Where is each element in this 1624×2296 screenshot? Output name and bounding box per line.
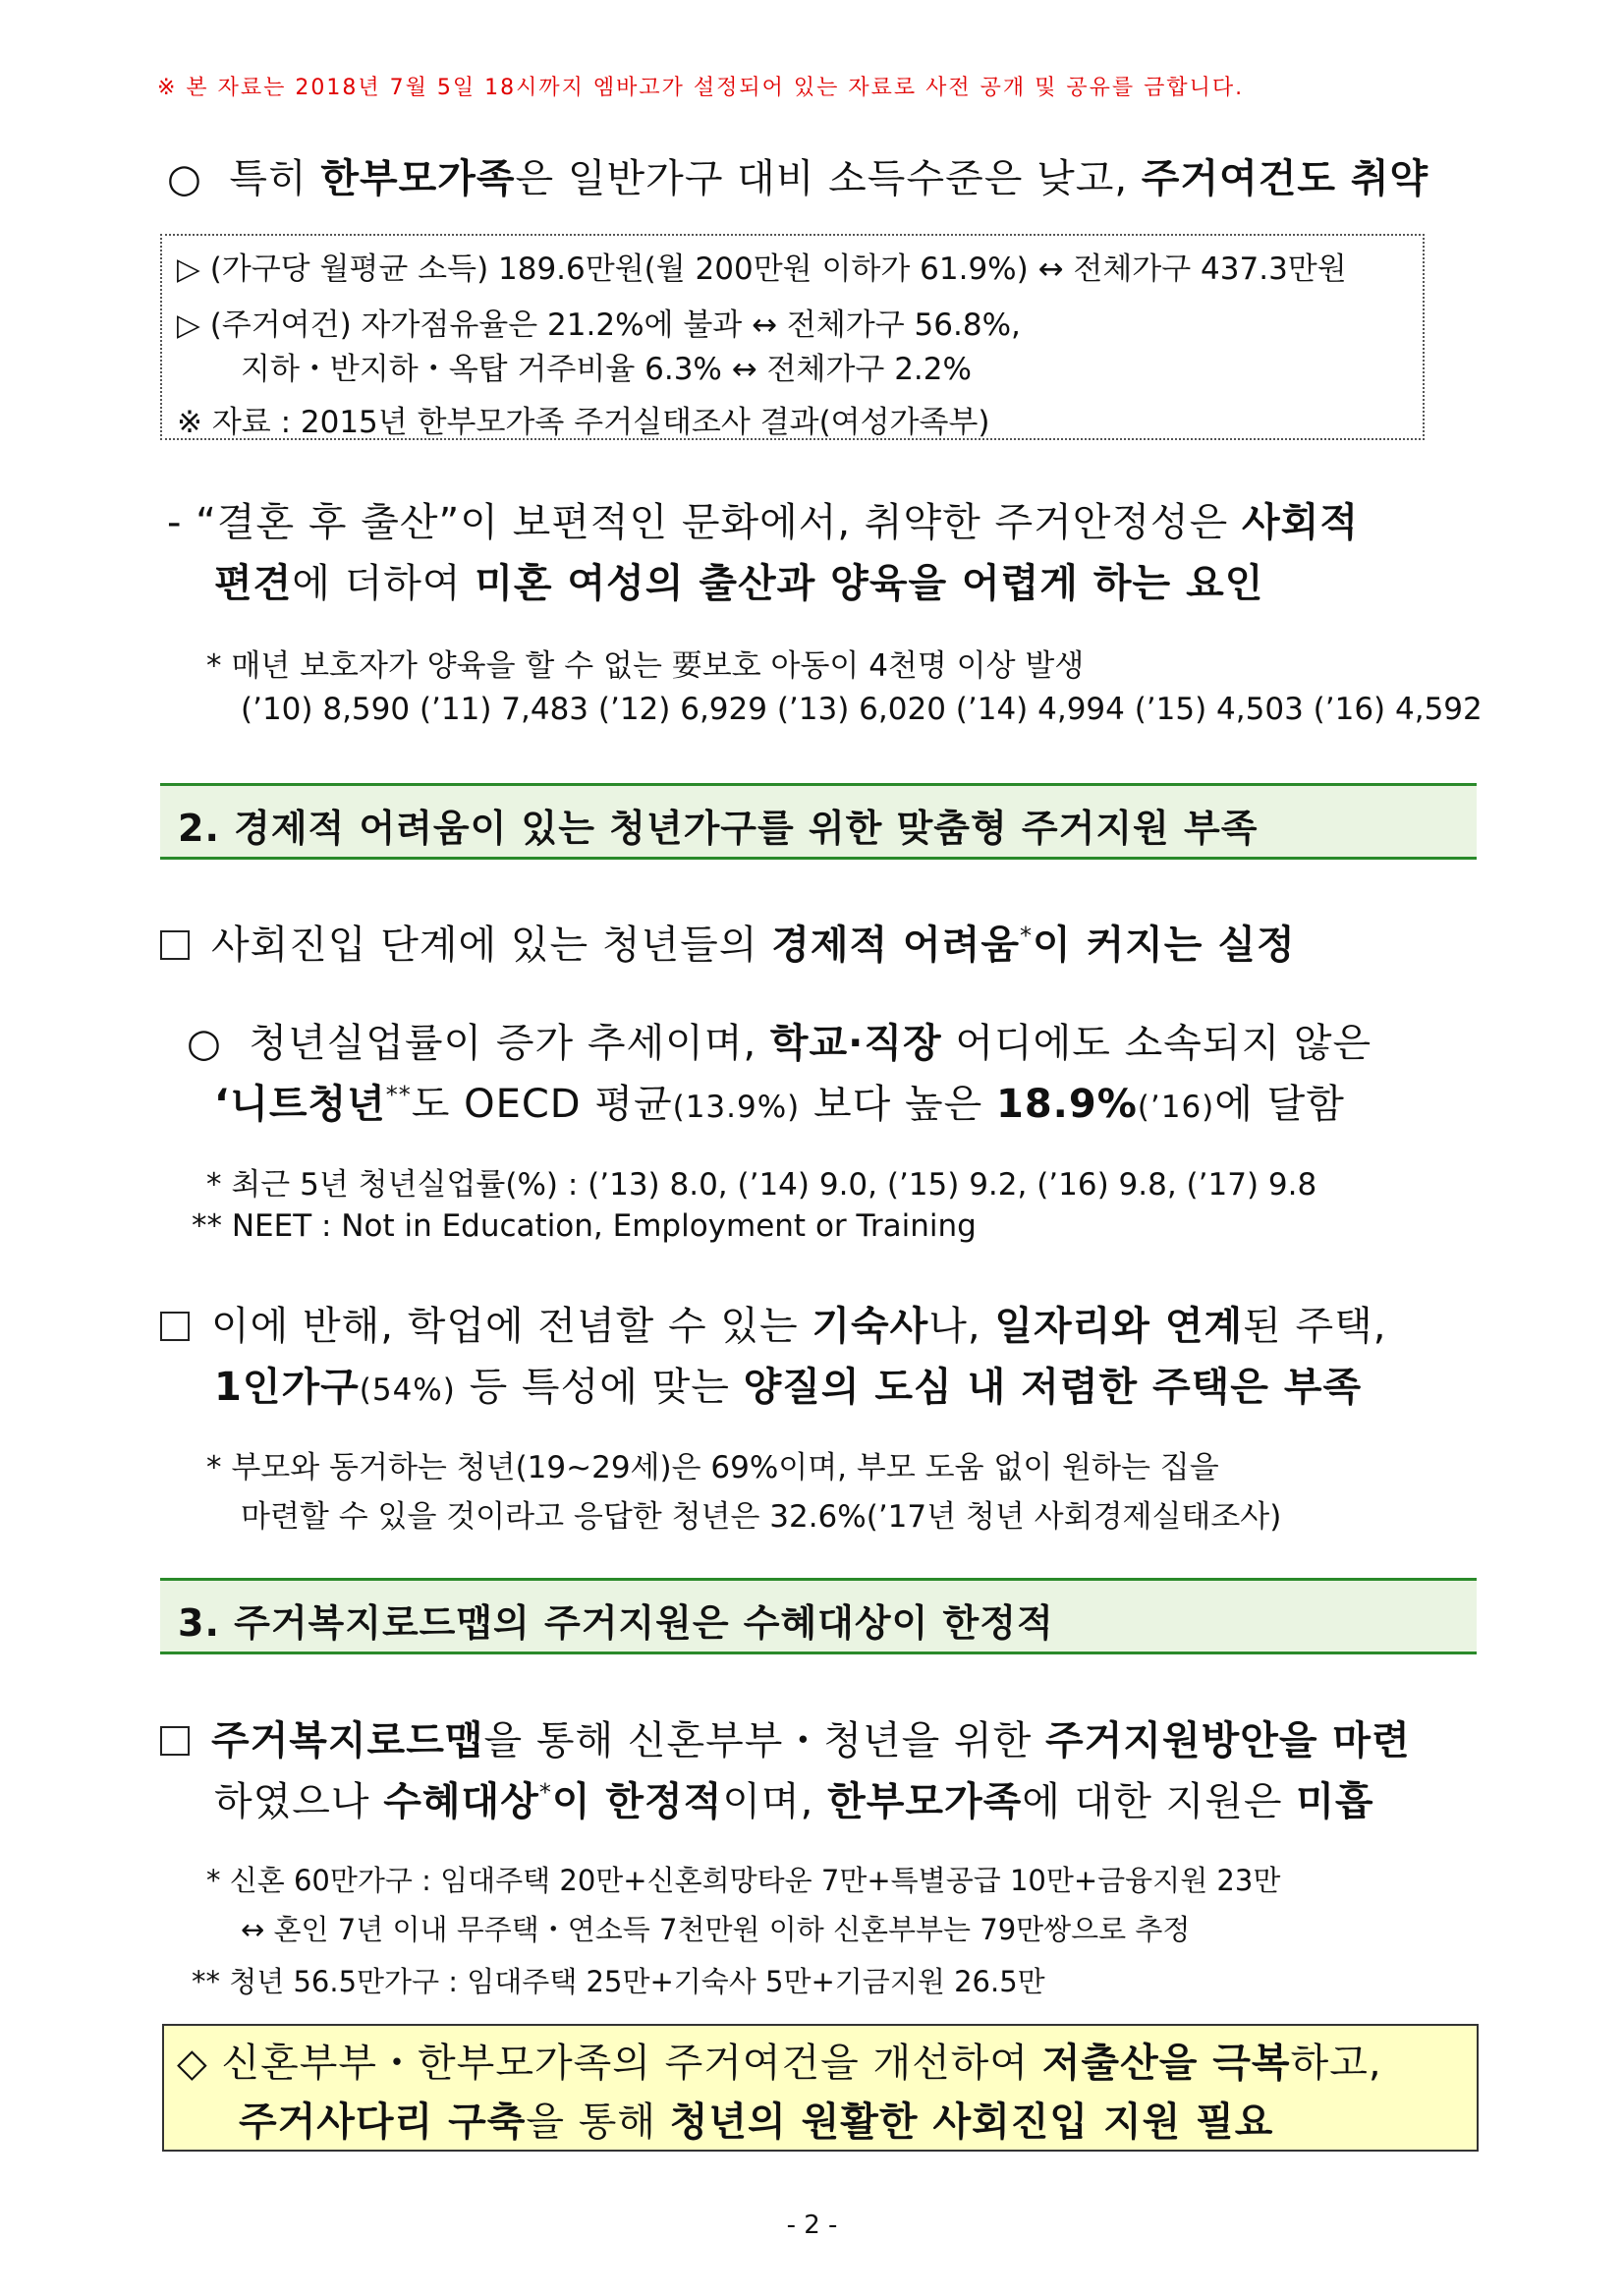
text: 을 통해: [526, 2100, 670, 2145]
emphasis: 주거지원방안을 마련: [1045, 1718, 1411, 1764]
page-number: - 2 -: [786, 2211, 838, 2240]
text: 등 특성에 맞는: [455, 1365, 744, 1410]
square-bullet: [160, 1726, 190, 1756]
note-cohabit-line1: * 부모와 동거하는 청년(19∼29세)은 69%이며, 부모 도움 없이 원하는 집을: [206, 1450, 1219, 1485]
text: 청년실업률이 증가 추세이며,: [249, 1021, 770, 1066]
text: 된 주택,: [1243, 1304, 1387, 1349]
footnote-mark: *: [1019, 922, 1033, 950]
square-bullet: [160, 930, 190, 960]
emphasis: 미혼 여성의 출산과 양육을 어렵게 하는 요인: [475, 561, 1264, 606]
emphasis: 학교·직장: [769, 1021, 942, 1066]
emphasis: 18.9%: [996, 1082, 1138, 1127]
embargo-notice: ※ 본 자료는 2018년 7월 5일 18시까지 엠바고가 설정되어 있는 자료로 사전 공개 및 공유를 금합니다.: [157, 76, 1245, 100]
square-bullet: [160, 1312, 190, 1341]
emphasis: ‘니트청년: [214, 1082, 386, 1127]
emphasis: 경제적 어려움: [771, 923, 1020, 968]
emphasis: 1인가구: [214, 1365, 360, 1410]
text: 을 통해 신혼부부・청년을 위한: [483, 1718, 1046, 1764]
text: 에 더하여: [292, 561, 476, 606]
footnote-mark: *: [538, 1778, 552, 1807]
single-parent-paragraph: [167, 147, 1428, 203]
text: 특히: [229, 156, 321, 201]
emphasis: 이 커지는 실정: [1032, 923, 1296, 968]
conclusion-line1: [177, 2032, 1382, 2088]
housing-shortage-line1: [160, 1295, 1386, 1351]
emphasis: 저출산을 극복: [1041, 2041, 1291, 2086]
text: 하고,: [1290, 2041, 1382, 2086]
emphasis: 편견: [214, 561, 293, 606]
text: - “결혼 후 출산”이 보편적인 문화에서, 취약한 주거안정성은: [167, 500, 1243, 545]
text: (’16): [1137, 1090, 1215, 1125]
emphasis: 주거여건도 취약: [1141, 156, 1429, 201]
text: 에 대한 지원은: [1022, 1779, 1297, 1824]
text: 은 일반가구 대비 소득수준은 낮고,: [515, 156, 1142, 201]
roadmap-paragraph-line2: [214, 1770, 1374, 1826]
text: 이며,: [722, 1779, 828, 1824]
text: (13.9%): [672, 1090, 801, 1125]
circle-bullet: ○: [167, 156, 202, 201]
emphasis: 사회적: [1242, 500, 1359, 545]
roadmap-paragraph-line1: [160, 1709, 1411, 1765]
note-cohabit-line2: 마련할 수 있을 것이라고 응답한 청년은 32.6%(’17년 청년 사회경제실태조사): [241, 1499, 1282, 1535]
emphasis: 일자리와 연계: [994, 1304, 1244, 1349]
section-header-3: [160, 1578, 1477, 1654]
emphasis: 한부모가족: [827, 1779, 1023, 1824]
marriage-paragraph-line1: [167, 491, 1359, 547]
text: 도 OECD 평균: [411, 1082, 673, 1127]
box-line-housing: ▷ (주거여건) 자가점유율은 21.2%에 불과 ↔ 전체가구 56.8%,: [177, 308, 1021, 343]
note-child-protection-data: (’10) 8,590 (’11) 7,483 (’12) 6,929 (’13) 6,020 (’14) 4,994 (’15) 4,503 (’16) 4,592: [241, 692, 1483, 727]
note-newlywed-line1: * 신혼 60만가구 : 임대주택 20만+신혼희망타운 7만+특별공급 10만+금융지원 23만: [206, 1864, 1281, 1897]
section-title: 3. 주거복지로드맵의 주거지원은 수혜대상이 한정적: [178, 1601, 1054, 1645]
marriage-paragraph-line2: [214, 552, 1263, 608]
text: 사회진입 단계에 있는 청년들의: [211, 923, 772, 968]
section-header-2: [160, 783, 1477, 860]
emphasis: 주거사다리 구축: [239, 2100, 527, 2145]
housing-shortage-line2: [214, 1356, 1362, 1412]
box-line-basement: 지하・반지하・옥탑 거주비율 6.3% ↔ 전체가구 2.2%: [241, 352, 972, 387]
emphasis: 양질의 도심 내 저렴한 주택은 부족: [743, 1365, 1363, 1410]
text: 하였으나: [214, 1779, 384, 1824]
emphasis: 한부모가족: [320, 156, 516, 201]
emphasis: 기숙사: [812, 1304, 929, 1349]
emphasis: 주거복지로드맵: [211, 1718, 484, 1764]
box-line-income: ▷ (가구당 월평균 소득) 189.6만원(월 200만원 이하가 61.9%) ↔ 전체가구 437.3만원: [177, 252, 1347, 287]
youth-hardship-paragraph: [160, 914, 1296, 970]
emphasis: 이 한정적: [551, 1779, 723, 1824]
emphasis: 청년의 원활한 사회진입 지원 필요: [669, 2100, 1274, 2145]
emphasis: 수혜대상: [383, 1779, 539, 1824]
emphasis: 미흡: [1296, 1779, 1374, 1824]
footnote-mark: **: [385, 1081, 412, 1109]
text: 보다 높은: [800, 1082, 996, 1127]
note-child-protection: * 매년 보호자가 양육을 할 수 없는 要보호 아동이 4천명 이상 발생: [206, 648, 1085, 684]
box-line-source: ※ 자료 : 2015년 한부모가족 주거실태조사 결과(여성가족부): [177, 405, 990, 440]
section-title: 2. 경제적 어려움이 있는 청년가구를 위한 맞춤형 주거지원 부족: [178, 807, 1259, 850]
conclusion-line2: [239, 2091, 1273, 2147]
neet-paragraph-line2: [214, 1073, 1345, 1129]
note-neet-definition: ** NEET : Not in Education, Employment or Training: [192, 1208, 977, 1244]
note-youth-households: ** 청년 56.5만가구 : 임대주택 25만+기숙사 5만+기금지원 26.5만: [192, 1965, 1045, 1998]
text: 나,: [928, 1304, 995, 1349]
text: 에 달함: [1214, 1082, 1345, 1127]
diamond-bullet: ◇: [177, 2041, 208, 2086]
text: 어디에도 소속되지 않은: [941, 1021, 1372, 1066]
note-newlywed-line2: ↔ 혼인 7년 이내 무주택・연소득 7천만원 이하 신혼부부는 79만쌍으로 추정: [241, 1913, 1191, 1946]
text: 이에 반해, 학업에 전념할 수 있는: [211, 1304, 812, 1349]
circle-bullet: ○: [187, 1021, 222, 1066]
note-unemployment: * 최근 5년 청년실업률(%) : (’13) 8.0, (’14) 9.0, (’15) 9.2, (’16) 9.8, (’17) 9.8: [206, 1167, 1317, 1203]
text: 신혼부부・한부모가족의 주거여건을 개선하여: [221, 2041, 1042, 2086]
text: (54%): [359, 1372, 456, 1408]
neet-paragraph-line1: [187, 1012, 1372, 1068]
